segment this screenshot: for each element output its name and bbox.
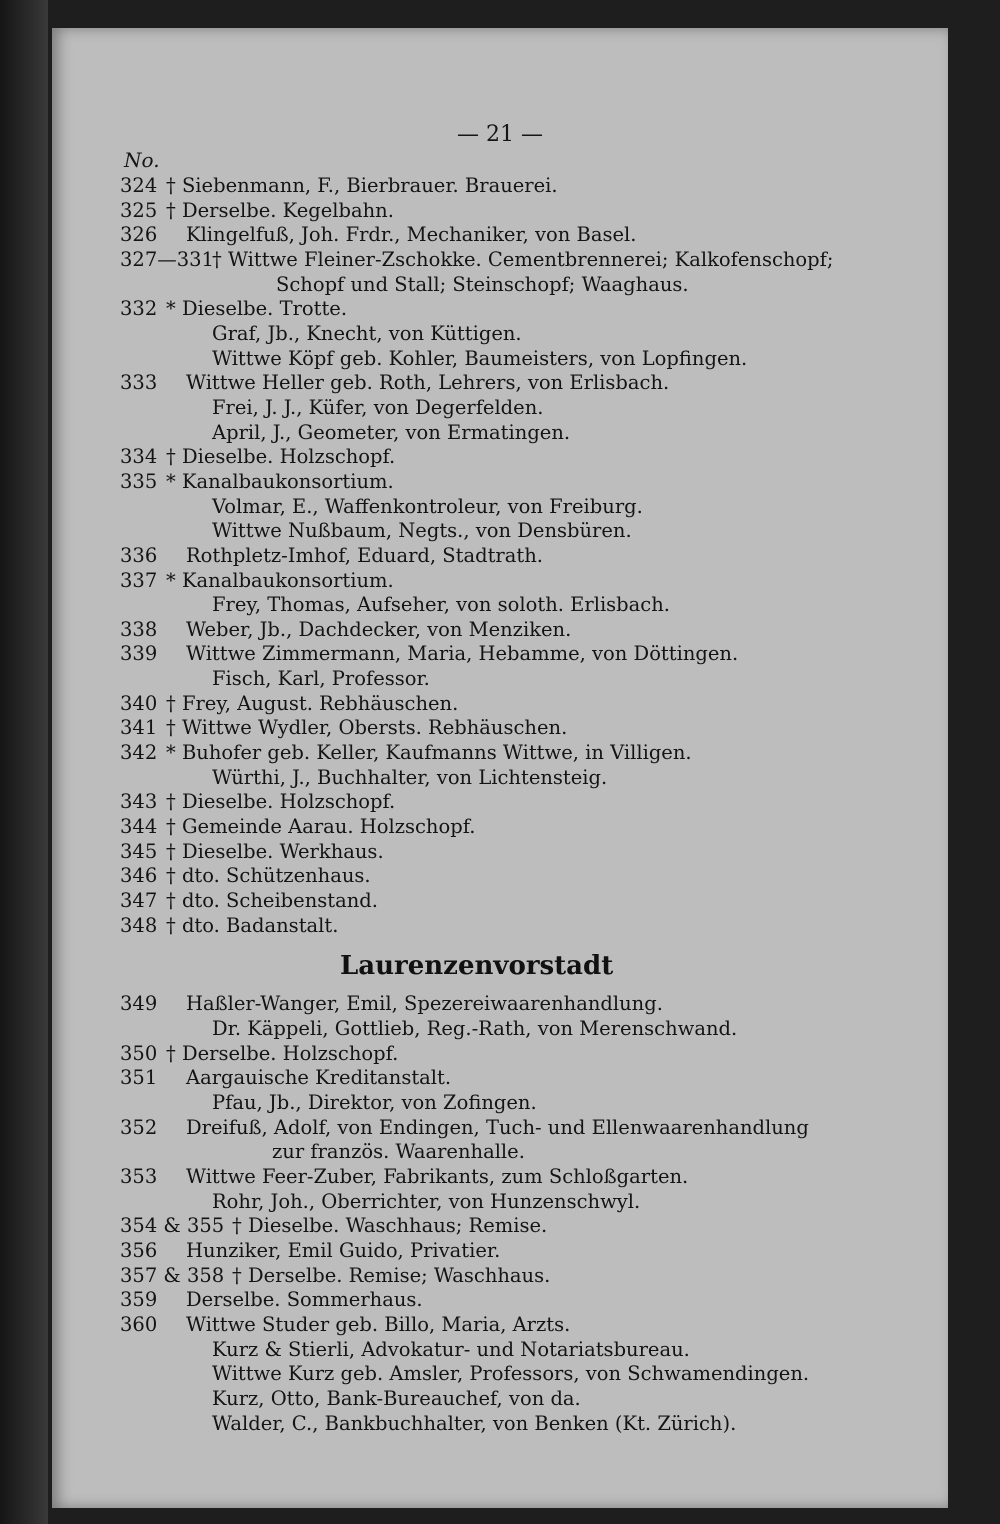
entry-number: 325 bbox=[120, 198, 158, 222]
list-item bbox=[0, 445, 1000, 470]
list-item bbox=[0, 992, 1000, 1017]
section-heading bbox=[0, 944, 1000, 988]
list-item bbox=[0, 1362, 1000, 1387]
entry-number: 334 bbox=[120, 445, 158, 469]
entry-text: † Derselbe. Holzschopf. bbox=[166, 1041, 399, 1065]
list-item bbox=[0, 1190, 1000, 1215]
list-item bbox=[0, 741, 1000, 766]
entry-text: Fisch, Karl, Professor. bbox=[212, 667, 430, 691]
entry-text: Haßler-Wanger, Emil, Spezereiwaarenhandlung. bbox=[186, 992, 663, 1016]
entry-text: † Siebenmann, F., Bierbrauer. Brauerei. bbox=[166, 174, 558, 197]
entry-text: Frei, J. J., Küfer, von Degerfelden. bbox=[212, 395, 544, 419]
list-item bbox=[0, 667, 1000, 692]
list-item bbox=[0, 371, 1000, 396]
list-item bbox=[0, 642, 1000, 667]
entry-text: Aargauische Kreditanstalt. bbox=[186, 1066, 452, 1090]
entry-text: Wittwe Feer-Zuber, Fabrikants, zum Schloßgarten. bbox=[186, 1164, 689, 1188]
entry-text: † Wittwe Fleiner-Zschokke. Cementbrennerei; Kalkofenschopf; bbox=[212, 247, 834, 271]
list-item bbox=[0, 495, 1000, 520]
list-item bbox=[0, 223, 1000, 248]
entry-text: Wittwe Heller geb. Roth, Lehrers, von Erlisbach. bbox=[186, 371, 670, 395]
entry-text: Wittwe Zimmermann, Maria, Hebamme, von Döttingen. bbox=[186, 642, 739, 666]
entry-text: * Kanalbaukonsortium. bbox=[166, 568, 394, 592]
entry-text: Weber, Jb., Dachdecker, von Menziken. bbox=[186, 617, 572, 641]
entry-text: Dreifuß, Adolf, von Endingen, Tuch- und Ellenwaarenhandlung bbox=[186, 1115, 809, 1139]
entry-number: 360 bbox=[120, 1312, 158, 1336]
entry-text: Rothpletz-Imhof, Eduard, Stadtrath. bbox=[186, 543, 543, 567]
list-item bbox=[0, 1313, 1000, 1338]
list-item bbox=[0, 199, 1000, 224]
entry-text: * Dieselbe. Trotte. bbox=[166, 297, 348, 321]
entry-text: † dto. Scheibenstand. bbox=[166, 889, 378, 913]
entry-number: 327—331 bbox=[120, 247, 214, 271]
list-item bbox=[0, 569, 1000, 594]
list-item bbox=[0, 1091, 1000, 1116]
list-item bbox=[0, 1264, 1000, 1289]
entry-number: 347 bbox=[120, 889, 158, 913]
list-item bbox=[0, 544, 1000, 569]
list-item bbox=[0, 1066, 1000, 1091]
entry-text: † Gemeinde Aarau. Holzschopf. bbox=[166, 815, 476, 839]
list-item bbox=[0, 914, 1000, 939]
entry-text: Rohr, Joh., Oberrichter, von Hunzenschwyl. bbox=[212, 1189, 641, 1213]
column-label: No. bbox=[124, 148, 160, 172]
entry-text: Graf, Jb., Knecht, von Küttigen. bbox=[212, 321, 522, 345]
entry-number: 346 bbox=[120, 864, 158, 888]
list-item bbox=[0, 1017, 1000, 1042]
entry-text: Wittwe Nußbaum, Negts., von Densbüren. bbox=[212, 519, 632, 543]
entry-text: Klingelfuß, Joh. Frdr., Mechaniker, von Basel. bbox=[186, 223, 637, 247]
entry-number: 351 bbox=[120, 1066, 158, 1090]
list-item bbox=[0, 297, 1000, 322]
entry-text: † Dieselbe. Holzschopf. bbox=[166, 790, 396, 814]
entry-number: 359 bbox=[120, 1288, 158, 1312]
entry-number: 342 bbox=[120, 741, 158, 765]
entry-text: † Frey, August. Rebhäuschen. bbox=[166, 691, 459, 715]
list-item bbox=[0, 273, 1000, 298]
list-item bbox=[0, 248, 1000, 273]
entry-number: 356 bbox=[120, 1238, 158, 1262]
entry-group-upper bbox=[0, 174, 1000, 938]
list-item bbox=[0, 840, 1000, 865]
section-heading-text: Laurenzenvorstadt bbox=[340, 951, 614, 982]
list-item bbox=[0, 421, 1000, 446]
entry-text: April, J., Geometer, von Ermatingen. bbox=[212, 420, 571, 444]
entry-text: Volmar, E., Waffenkontroleur, von Freiburg. bbox=[212, 494, 643, 518]
entry-text: † Wittwe Wydler, Obersts. Rebhäuschen. bbox=[166, 716, 568, 740]
list-item bbox=[0, 1239, 1000, 1264]
entry-number: 337 bbox=[120, 568, 158, 592]
list-item bbox=[0, 889, 1000, 914]
entry-group-lower bbox=[0, 992, 1000, 1436]
entry-number: 341 bbox=[120, 716, 158, 740]
entry-number: 332 bbox=[120, 297, 158, 321]
entry-number: 350 bbox=[120, 1041, 158, 1065]
list-item bbox=[0, 716, 1000, 741]
entry-number: 343 bbox=[120, 790, 158, 814]
entry-number: 349 bbox=[120, 992, 158, 1016]
entry-number: 353 bbox=[120, 1164, 158, 1188]
entry-text: * Buhofer geb. Keller, Kaufmanns Wittwe, in Villigen. bbox=[166, 741, 692, 765]
entry-text: * Kanalbaukonsortium. bbox=[166, 469, 394, 493]
entry-number: 333 bbox=[120, 371, 158, 395]
list-item bbox=[0, 174, 1000, 199]
entry-text: zur französ. Waarenhalle. bbox=[272, 1140, 525, 1164]
list-item bbox=[0, 519, 1000, 544]
entry-list bbox=[0, 174, 1000, 1436]
entry-text: Schopf und Stall; Steinschopf; Waaghaus. bbox=[276, 272, 689, 296]
page-number: — 21 — bbox=[457, 122, 543, 147]
list-item bbox=[0, 766, 1000, 791]
entry-number: 326 bbox=[120, 223, 158, 247]
entry-text: Wittwe Studer geb. Billo, Maria, Arzts. bbox=[186, 1312, 571, 1336]
entry-text: Kurz & Stierli, Advokatur- und Notariatsbureau. bbox=[212, 1337, 690, 1361]
list-item bbox=[0, 692, 1000, 717]
entry-text: † Dieselbe. Holzschopf. bbox=[166, 445, 396, 469]
entry-text: Pfau, Jb., Direktor, von Zofingen. bbox=[212, 1090, 537, 1114]
entry-text: Derselbe. Sommerhaus. bbox=[186, 1288, 423, 1312]
entry-text: † Derselbe. Kegelbahn. bbox=[166, 198, 394, 222]
entry-text: Kurz, Otto, Bank-Bureauchef, von da. bbox=[212, 1386, 581, 1410]
entry-number: 324 bbox=[120, 174, 158, 197]
list-item bbox=[0, 1288, 1000, 1313]
entry-text: † dto. Badanstalt. bbox=[166, 913, 339, 937]
entry-number: 352 bbox=[120, 1115, 158, 1139]
entry-text: † Derselbe. Remise; Waschhaus. bbox=[232, 1263, 551, 1287]
entry-number: 335 bbox=[120, 469, 158, 493]
entry-number: 357 & 358 bbox=[120, 1263, 225, 1287]
entry-number: 339 bbox=[120, 642, 158, 666]
entry-number: 345 bbox=[120, 839, 158, 863]
list-item bbox=[0, 815, 1000, 840]
list-item bbox=[0, 864, 1000, 889]
list-item bbox=[0, 593, 1000, 618]
list-item bbox=[0, 1387, 1000, 1412]
list-item bbox=[0, 1116, 1000, 1141]
list-item bbox=[0, 1412, 1000, 1437]
list-item bbox=[0, 790, 1000, 815]
entry-number: 336 bbox=[120, 543, 158, 567]
list-item bbox=[0, 322, 1000, 347]
entry-text: Hunziker, Emil Guido, Privatier. bbox=[186, 1238, 501, 1262]
entry-text: Würthi, J., Buchhalter, von Lichtensteig. bbox=[212, 765, 608, 789]
entry-text: Walder, C., Bankbuchhalter, von Benken (Kt. Zürich). bbox=[212, 1411, 737, 1435]
list-item bbox=[0, 1165, 1000, 1190]
entry-text: † dto. Schützenhaus. bbox=[166, 864, 371, 888]
list-item bbox=[0, 396, 1000, 421]
entry-number: 354 & 355 bbox=[120, 1214, 225, 1238]
list-item bbox=[0, 1214, 1000, 1239]
list-item bbox=[0, 470, 1000, 495]
list-item bbox=[0, 618, 1000, 643]
entry-text: Frey, Thomas, Aufseher, von soloth. Erlisbach. bbox=[212, 593, 670, 617]
entry-number: 344 bbox=[120, 815, 158, 839]
entry-text: Wittwe Köpf geb. Kohler, Baumeisters, von Lopfingen. bbox=[212, 346, 748, 370]
list-item bbox=[0, 347, 1000, 372]
entry-text: † Dieselbe. Werkhaus. bbox=[166, 839, 384, 863]
entry-text: † Dieselbe. Waschhaus; Remise. bbox=[232, 1214, 548, 1238]
entry-number: 338 bbox=[120, 617, 158, 641]
entry-text: Wittwe Kurz geb. Amsler, Professors, von Schwamendingen. bbox=[212, 1362, 810, 1386]
entry-text: Dr. Käppeli, Gottlieb, Reg.-Rath, von Merenschwand. bbox=[212, 1017, 738, 1040]
entry-number: 348 bbox=[120, 913, 158, 937]
list-item bbox=[0, 1338, 1000, 1363]
list-item bbox=[0, 1042, 1000, 1067]
entry-number: 340 bbox=[120, 691, 158, 715]
list-item bbox=[0, 1140, 1000, 1165]
